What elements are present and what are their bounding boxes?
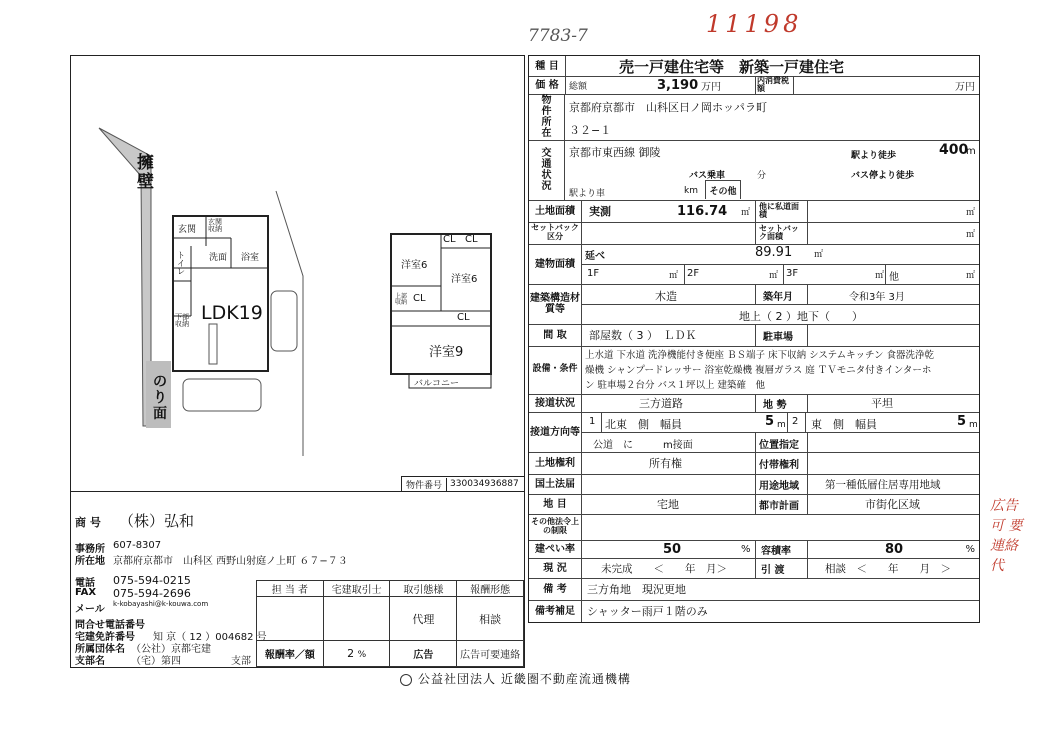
row-ratios [529, 540, 979, 559]
direction1-unit: m [777, 420, 786, 430]
row-type [529, 56, 979, 77]
land-area-value: 116.74 [677, 203, 728, 219]
under-storage-label: 下部収納 [175, 313, 189, 328]
bus-unit: 分 [757, 171, 767, 181]
building-area-label: 建物面積 [529, 244, 582, 284]
row-status [529, 558, 979, 579]
org: （公社）京都宅建 [131, 644, 211, 655]
extra-notes-value: シャッター雨戸１階のみ [587, 605, 708, 618]
tax-label: 内消費税額 [757, 76, 789, 93]
address-label: 所在地 [75, 556, 105, 567]
direction2: 東 側 幅員 [811, 418, 877, 431]
structure-label: 建築構造材質等 [529, 284, 582, 324]
land-measure-type: 実測 [589, 205, 611, 218]
staff-cell [257, 597, 324, 641]
terrain-value: 平坦 [871, 397, 893, 410]
toilet-label: トイレ [177, 251, 185, 276]
direction2-unit: m [969, 420, 978, 430]
building-total-unit: ㎡ [814, 250, 824, 260]
branch-suffix: 支部 [231, 656, 251, 667]
floor-other-unit: ㎡ [965, 271, 975, 281]
car-unit: km [684, 186, 698, 196]
row-direction [529, 412, 979, 453]
layout-label: 間 取 [529, 324, 582, 346]
floor3-label: 3F [786, 268, 799, 279]
row-traffic [529, 140, 979, 201]
closet-label-4: CL [457, 312, 470, 323]
tel-label: 電話 [75, 578, 95, 589]
property-sheet [528, 55, 980, 623]
bus-label: バス乗車 [689, 171, 726, 181]
direction-label: 接道方向等 [529, 412, 582, 452]
walk-distance: 400 [939, 142, 969, 158]
direction1: 北東 側 幅員 [605, 418, 682, 431]
setback-label: セットバック区分 [529, 222, 582, 244]
status-value: 未完成 ＜ 年 月＞ [601, 562, 727, 575]
zone-label: 用途地域 [759, 480, 799, 492]
built-label: 築年月 [763, 292, 793, 303]
land-category-value: 宅地 [657, 498, 679, 511]
status-label: 現 況 [529, 558, 582, 578]
floor1-unit: ㎡ [669, 271, 679, 281]
row-setback [529, 222, 979, 245]
ad-value: 広告可要連絡 [457, 641, 524, 667]
branch: （宅）第四 [131, 656, 181, 667]
retaining-wall-label: 擁壁 [137, 153, 154, 192]
agent-cell [323, 597, 390, 641]
tel: 075-594-0215 [113, 574, 191, 587]
fee-rate-unit: % [357, 650, 367, 660]
fax-label: FAX [75, 587, 97, 598]
coverage-ratio-label: 建ぺい率 [529, 540, 582, 558]
direction2-no: 2 [792, 416, 799, 427]
floor-other-label: 他 [889, 272, 899, 283]
facility-label: 設備・条件 [529, 346, 582, 394]
floor1-label: 1F [587, 268, 600, 279]
fee-type-header: 報酬形態 [457, 581, 524, 597]
deal-type-header: 取引態様 [390, 581, 457, 597]
row-structure [529, 284, 979, 325]
ldk-label: LDK19 [201, 302, 263, 324]
position-label: 位置指定 [759, 440, 799, 451]
agent-header: 宅建取引士 [323, 581, 390, 597]
city-plan-value: 市街化区域 [865, 498, 920, 511]
staff-header: 担 当 者 [257, 581, 324, 597]
closet-label-2: CL [465, 234, 478, 245]
balcony-label: バルコニー [414, 379, 460, 389]
closet-label-1: CL [443, 234, 456, 245]
parking-label: 駐車場 [763, 331, 793, 343]
row-notes [529, 578, 979, 601]
notes-label: 備 考 [529, 578, 582, 600]
road-label: 接道状況 [529, 394, 582, 412]
license: 知 京（ 12 ）004682 号 [153, 632, 267, 643]
stamp-table [256, 580, 524, 667]
trade-name: （株）弘和 [119, 512, 195, 530]
floor-count: 地上（ 2 ）地下（ ） [739, 310, 863, 323]
row-road [529, 394, 979, 413]
land-right-value: 所有権 [649, 457, 682, 470]
room-western-9: 洋室9 [429, 345, 464, 360]
deal-type-value: 代理 [390, 597, 457, 641]
zone-value: 第一種低層住居専用地域 [825, 478, 941, 491]
row-law [529, 474, 979, 495]
built-date: 令和3年 3月 [849, 292, 905, 303]
floor-area-ratio-value: 80 [885, 541, 904, 557]
slope-label: のり面 [153, 374, 167, 423]
tax-unit: 万円 [955, 81, 975, 93]
terrain-label: 地 勢 [763, 399, 787, 411]
office-label: 事務所 [75, 544, 105, 555]
private-road-label: 他に私道面積 [759, 202, 799, 219]
fee-type-value: 相談 [457, 597, 524, 641]
coverage-ratio-unit: % [741, 543, 751, 555]
direction2-width: 5 [957, 414, 967, 429]
location-label: 物件所在 [529, 94, 565, 140]
restrictions-label: その他法令上の制限 [529, 514, 582, 540]
lease-label: 付帯権利 [759, 459, 799, 471]
floor-area-ratio-label: 容積率 [761, 545, 791, 557]
land-right-label: 土地権利 [529, 452, 582, 474]
building-total-label: 延べ [585, 251, 605, 262]
type-label: 種 目 [529, 56, 566, 76]
bath-label: 浴室 [241, 253, 260, 263]
row-extra-notes [529, 600, 979, 622]
coverage-ratio-value: 50 [663, 541, 682, 557]
total-label: 総額 [569, 81, 588, 92]
license-label: 宅建免許番号 [75, 632, 135, 643]
walk-unit: m [966, 146, 976, 157]
row-building-area [529, 244, 979, 285]
upper-storage-label: 上部収納 [395, 293, 408, 306]
road-value: 三方道路 [639, 397, 683, 410]
city-plan-label: 都市計画 [759, 500, 799, 512]
row-land-category [529, 494, 979, 515]
floor2-unit: ㎡ [769, 271, 779, 281]
office-zip: 607-8307 [113, 540, 162, 551]
row-land-area [529, 200, 979, 223]
floor-plan-area [70, 55, 525, 492]
land-area-label: 土地面積 [529, 200, 582, 222]
row-rights [529, 452, 979, 475]
floor2-label: 2F [687, 268, 700, 279]
company-address: 京都府京都市 山科区 西野山射庭ノ上町 ６７−７３ [113, 556, 348, 567]
trade-name-label: 商 号 [75, 516, 101, 529]
law-label: 国土法届 [529, 474, 582, 494]
fax: 075-594-2696 [113, 587, 191, 600]
traffic-label: 交通状況 [529, 140, 565, 200]
direction1-width: 5 [765, 414, 775, 429]
row-price [529, 76, 979, 95]
handwritten-code: 7783-7 [528, 26, 588, 46]
footer-logo-icon [400, 674, 412, 686]
structure-value: 木造 [655, 290, 677, 303]
walk-label: 駅より徒歩 [851, 151, 897, 161]
bus-walk-label: バス停より徒歩 [851, 171, 915, 181]
mail-label: メール [75, 604, 105, 615]
company-info [70, 492, 525, 668]
facility-value: 上水道 下水道 洗浄機能付き便座 ＢＳ端子 床下収納 システムキッチン 食器洗浄乾燥機 シャンプードレッサー 浴室乾燥機 複層ガラス 庭 ＴＶモニタ付きインターホン 駐車場２台分 バス１坪以上 建築確 他 [585, 350, 935, 391]
ad-label: 広告 [390, 641, 457, 667]
location-line1: 京都府京都市 山科区日ノ岡ホッパラ町 [569, 101, 767, 114]
price-value: 3,190 [657, 77, 699, 93]
car-label: 駅より車 [569, 189, 606, 199]
property-type: 売一戸建住宅等 新築一戸建住宅 [619, 57, 845, 76]
handwritten-side-note: 広告可 要連絡 代 [990, 498, 1023, 574]
handover-value: 相談 ＜ 年 月 ＞ [825, 562, 951, 575]
footer-organization [400, 670, 631, 687]
room-western-6a: 洋室6 [401, 260, 428, 271]
room-western-6b: 洋室6 [451, 274, 478, 285]
price-unit: 万円 [701, 81, 721, 93]
handover-label: 引 渡 [761, 564, 785, 576]
fee-rate-label: 報酬率／額 [257, 641, 324, 667]
entrance-label: 玄関 [178, 225, 197, 235]
org-label: 所属団体名 [75, 644, 125, 655]
land-category-label: 地 目 [529, 494, 582, 514]
floor3-unit: ㎡ [875, 271, 885, 281]
land-area-unit: ㎡ [741, 207, 751, 218]
layout-value: 部屋数（ 3 ） ＬＤＫ [589, 329, 697, 342]
notes-value: 三方角地 現況更地 [587, 583, 686, 596]
contact-label: 問合せ電話番号 [75, 620, 145, 631]
mail: k-kobayashi@k-kouwa.com [113, 600, 209, 608]
building-total-value: 89.91 [755, 245, 793, 260]
fee-rate-value: 2 [347, 647, 355, 660]
private-road-unit: ㎡ [965, 207, 975, 218]
entrance-storage-label: 玄関収納 [208, 218, 222, 233]
row-layout [529, 324, 979, 347]
floor-area-ratio-unit: % [965, 543, 975, 555]
fee-rate-cell [323, 641, 390, 667]
footer-text: 公益社団法人 近畿圏不動産流通機構 [418, 672, 631, 686]
branch-label: 支部名 [75, 656, 105, 667]
row-location [529, 94, 979, 141]
handwritten-number: 11198 [706, 10, 803, 38]
row-restrictions [529, 514, 979, 541]
traffic-other-label: その他 [705, 180, 741, 199]
location-line2: ３２−１ [569, 124, 612, 137]
price-label: 価 格 [529, 76, 566, 94]
setback-area-label: セットバック面積 [759, 224, 799, 241]
wash-label: 洗面 [209, 253, 228, 263]
extra-notes-label: 備考補足 [529, 600, 582, 622]
direction1-no: 1 [589, 416, 596, 427]
train-line: 京都市東西線 御陵 [569, 146, 661, 159]
property-number: 物件番号 330034936887 [401, 476, 524, 491]
public-road: 公道 に m接面 [593, 440, 693, 451]
setback-area-unit: ㎡ [965, 229, 975, 240]
closet-label-3: CL [413, 293, 426, 304]
row-facilities [529, 346, 979, 395]
